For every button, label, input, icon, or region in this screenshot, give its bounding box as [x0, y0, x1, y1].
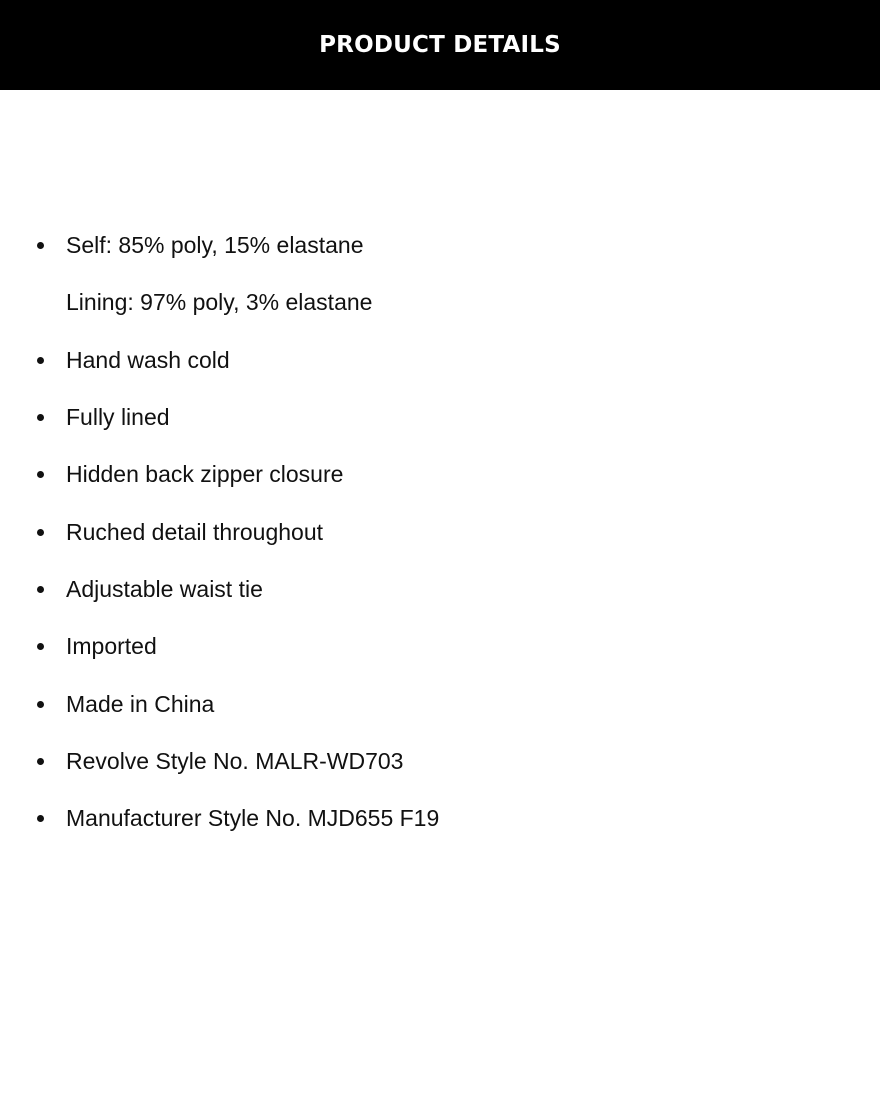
- bullet-icon: [37, 242, 44, 249]
- list-item: [0, 503, 880, 560]
- list-item-text: Imported: [66, 633, 157, 660]
- list-item-text: Adjustable waist tie: [66, 575, 263, 602]
- list-item: [0, 790, 880, 847]
- product-details-list: [0, 217, 880, 847]
- list-item-text: Hidden back zipper closure: [66, 461, 344, 488]
- bullet-icon: [37, 414, 44, 421]
- list-item: [0, 561, 880, 618]
- product-details-header: [0, 0, 880, 90]
- list-item: [0, 389, 880, 446]
- list-item-text: Made in China: [66, 690, 215, 717]
- list-item: [0, 217, 880, 274]
- list-item-text: Lining: 97% poly, 3% elastane: [66, 289, 373, 316]
- list-item: [0, 332, 880, 389]
- list-item: [0, 274, 880, 331]
- list-item: [0, 618, 880, 675]
- bullet-icon: [37, 701, 44, 708]
- list-item-text: Manufacturer Style No. MJD655 F19: [66, 805, 440, 832]
- list-item: [0, 446, 880, 503]
- bullet-icon: [37, 815, 44, 822]
- bullet-icon: [37, 586, 44, 593]
- list-item-text: Hand wash cold: [66, 346, 230, 373]
- bullet-icon: [37, 471, 44, 478]
- bullet-icon: [37, 357, 44, 364]
- list-item: [0, 733, 880, 790]
- list-item-text: Fully lined: [66, 404, 170, 431]
- list-item-text: Revolve Style No. MALR-WD703: [66, 747, 404, 774]
- list-item-text: Ruched detail throughout: [66, 518, 324, 545]
- bullet-icon: [37, 758, 44, 765]
- bullet-icon: [37, 529, 44, 536]
- list-item: [0, 675, 880, 732]
- page-title: PRODUCT DETAILS: [319, 32, 561, 58]
- list-item-text: Self: 85% poly, 15% elastane: [66, 232, 364, 259]
- bullet-icon: [37, 643, 44, 650]
